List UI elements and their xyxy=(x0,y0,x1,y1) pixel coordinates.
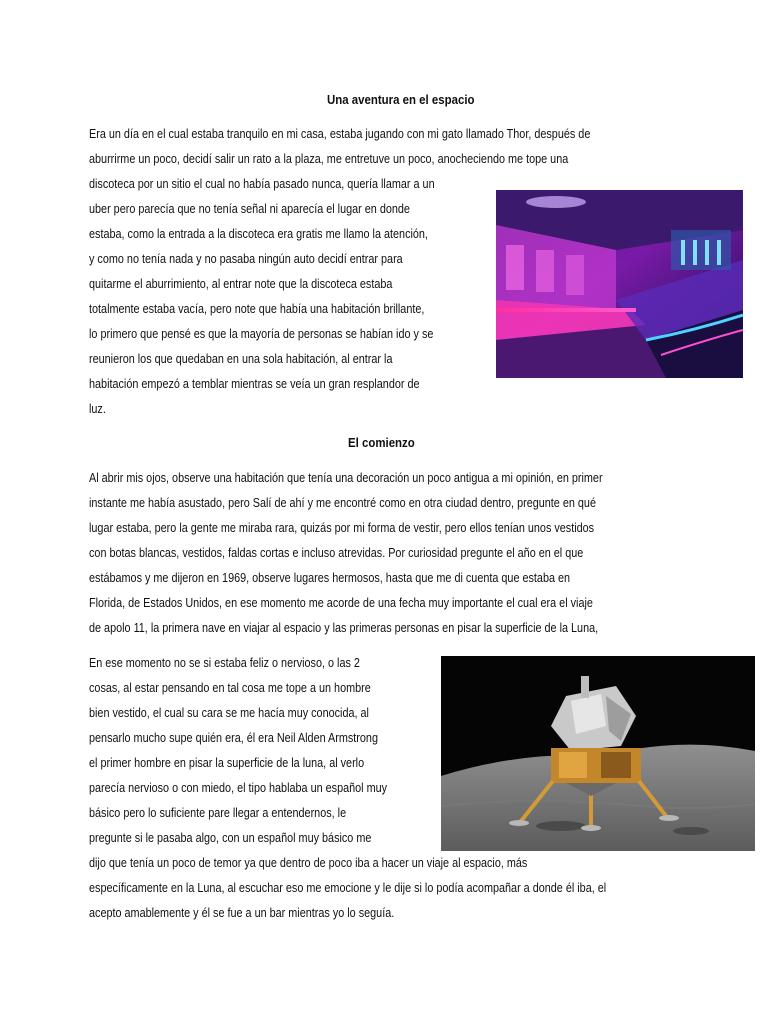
text-line: Al abrir mis ojos, observe una habitación que tenía una decoración un poco antigua a mi opinión, en primer xyxy=(89,471,603,485)
text-line: Florida, de Estados Unidos, en ese momento me acorde de una fecha muy importante el cual era el viaje xyxy=(89,596,593,610)
text-line: específicamente en la Luna, al escuchar eso me emocione y le dije si lo podía acompañar a donde él iba, el xyxy=(89,881,607,895)
text-line: y como no tenía nada y no pasaba ningún auto decidí entrar para xyxy=(89,252,403,266)
text-line: En ese momento no se si estaba feliz o nervioso, o las 2 xyxy=(89,656,360,670)
text-line: cosas, al estar pensando en tal cosa me tope a un hombre xyxy=(89,681,371,695)
text-line: parecía nervioso o con miedo, el tipo hablaba un español muy xyxy=(89,781,388,795)
text-line: el primer hombre en pisar la superficie de la luna, al verlo xyxy=(89,756,365,770)
text-line: con botas blancas, vestidos, faldas cortas e incluso atrevidas. Por curiosidad pregunte el año en el que xyxy=(89,546,584,560)
text-line: pensarlo mucho supe quién era, él era Neil Alden Armstrong xyxy=(89,731,378,745)
text-line: uber pero parecía que no tenía señal ni aparecía el lugar en donde xyxy=(89,202,410,216)
text-line: lo primero que pensé es que la mayoría de personas se habían ido y se xyxy=(89,327,434,341)
text-line: instante me había asustado, pero Salí de ahí y me encontré como en otra ciudad dentro, pregunte en qué xyxy=(89,496,596,510)
text-line: aburrirme un poco, decidí salir un rato a la plaza, me entretuve un poco, anocheciendo me tope una xyxy=(89,152,569,166)
text-line: quitarme el aburrimiento, al entrar note que la discoteca estaba xyxy=(89,277,393,291)
text-line: básico pero lo suficiente pare llegar a entendernos, le xyxy=(89,806,347,820)
text-line: de apolo 11, la primera nave en viajar al espacio y las primeras personas en pisar la superficie de la Luna, xyxy=(89,621,599,635)
text-line: bien vestido, el cual su cara se me hacía muy conocida, al xyxy=(89,706,369,720)
text-line: discoteca por un sitio el cual no había pasado nunca, quería llamar a un xyxy=(89,177,435,191)
text-line: Era un día en el cual estaba tranquilo en mi casa, estaba jugando con mi gato llamado Thor, después de xyxy=(89,127,591,141)
section-heading: El comienzo xyxy=(348,435,415,450)
document-title: Una aventura en el espacio xyxy=(327,92,475,107)
text-line: estábamos y me dijeron en 1969, observe lugares hermosos, hasta que me di cuenta que estaba en xyxy=(89,571,571,585)
text-line: luz. xyxy=(89,402,106,416)
lunar-module-photo xyxy=(441,656,755,851)
text-line: pregunte si le pasaba algo, con un español muy básico me xyxy=(89,831,372,845)
text-line: habitación empezó a temblar mientras se veía un gran resplandor de xyxy=(89,377,420,391)
text-line: dijo que tenía un poco de temor ya que dentro de poco iba a hacer un viaje al espacio, más xyxy=(89,856,528,870)
discotheque-photo xyxy=(496,190,743,378)
text-line: lugar estaba, pero la gente me miraba rara, quizás por mi forma de vestir, pero ellos tenían unos vestidos xyxy=(89,521,595,535)
text-line: totalmente estaba vacía, pero note que había una habitación brillante, xyxy=(89,302,425,316)
text-line: reunieron los que quedaban en una sola habitación, al entrar la xyxy=(89,352,393,366)
text-line: acepto amablemente y él se fue a un bar mientras yo lo seguía. xyxy=(89,906,395,920)
text-line: estaba, como la entrada a la discoteca era gratis me llamo la atención, xyxy=(89,227,428,241)
